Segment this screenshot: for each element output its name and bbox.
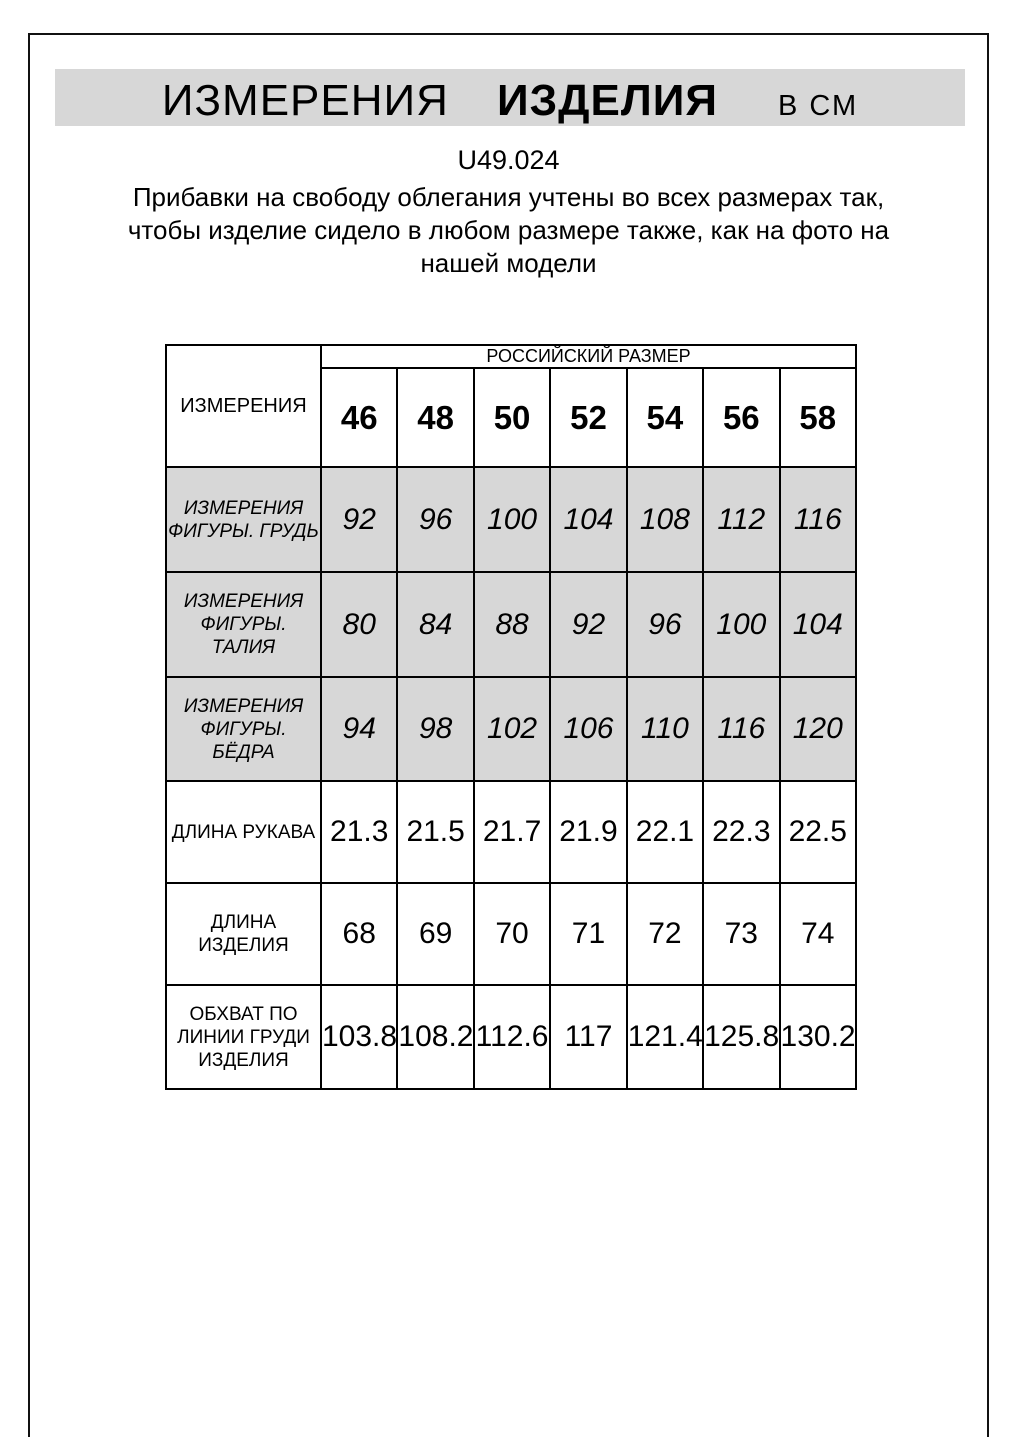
value-cell: 73 xyxy=(703,883,779,985)
title-unit-cm: В СМ xyxy=(777,90,859,122)
row-label xyxy=(166,467,321,572)
value-cell: 96 xyxy=(627,572,703,677)
size-header-cell: 52 xyxy=(550,368,626,467)
value-cell: 71 xyxy=(550,883,626,985)
value-cell: 106 xyxy=(550,677,626,781)
row-label xyxy=(166,883,321,985)
corner-label-cell: ИЗМЕРЕНИЯ xyxy=(166,345,321,467)
value-cell: 120 xyxy=(780,677,856,781)
row-label-line: ДЛИНА ИЗДЕЛИЯ xyxy=(198,912,289,956)
value-cell: 98 xyxy=(397,677,473,781)
description-text xyxy=(30,181,987,280)
value-cell: 108.2 xyxy=(397,985,473,1089)
value-cell: 100 xyxy=(474,467,550,572)
table-row xyxy=(166,467,856,572)
value-cell: 21.9 xyxy=(550,781,626,883)
value-cell: 100 xyxy=(703,572,779,677)
table-row xyxy=(166,572,856,677)
row-label xyxy=(166,985,321,1089)
size-header-cell: 48 xyxy=(397,368,473,467)
size-group-header-row xyxy=(166,345,856,368)
value-cell: 22.1 xyxy=(627,781,703,883)
table-row xyxy=(166,677,856,781)
value-cell: 125.8 xyxy=(703,985,779,1089)
value-cell: 92 xyxy=(321,467,397,572)
value-cell: 117 xyxy=(550,985,626,1089)
value-cell: 22.5 xyxy=(780,781,856,883)
table-row xyxy=(166,781,856,883)
title-bar xyxy=(55,69,965,126)
value-cell: 92 xyxy=(550,572,626,677)
value-cell: 121.4 xyxy=(627,985,703,1089)
row-label xyxy=(166,677,321,781)
value-cell: 104 xyxy=(780,572,856,677)
title-measurements: ИЗМЕРЕНИЯ xyxy=(161,76,449,125)
value-cell: 96 xyxy=(397,467,473,572)
value-cell: 130.2 xyxy=(780,985,856,1089)
row-label-line: ИЗМЕРЕНИЯ xyxy=(183,695,304,717)
table-row xyxy=(166,985,856,1089)
table-row xyxy=(166,883,856,985)
value-cell: 22.3 xyxy=(703,781,779,883)
size-header-cell: 58 xyxy=(780,368,856,467)
value-cell: 88 xyxy=(474,572,550,677)
value-cell: 102 xyxy=(474,677,550,781)
value-cell: 72 xyxy=(627,883,703,985)
size-header-cell: 50 xyxy=(474,368,550,467)
description-line-2: чтобы изделие сидело в любом размере также, как на фото на xyxy=(127,215,890,245)
value-cell: 112 xyxy=(703,467,779,572)
row-label xyxy=(166,781,321,883)
value-cell: 103.8 xyxy=(321,985,397,1089)
row-label-line: ЛИНИИ ГРУДИ xyxy=(177,1026,310,1048)
description-line-1: Прибавки на свободу облегания учтены во всех размерах так, xyxy=(132,182,885,212)
row-label-line: ФИГУРЫ. ГРУДЬ xyxy=(168,520,319,542)
page-border-frame xyxy=(28,33,989,1437)
title-product: ИЗДЕЛИЯ xyxy=(496,76,718,125)
row-label-line: ИЗДЕЛИЯ xyxy=(198,1049,289,1071)
value-cell: 68 xyxy=(321,883,397,985)
value-cell: 21.3 xyxy=(321,781,397,883)
size-header-cell: 56 xyxy=(703,368,779,467)
value-cell: 21.5 xyxy=(397,781,473,883)
value-cell: 21.7 xyxy=(474,781,550,883)
row-label-line: ИЗМЕРЕНИЯ xyxy=(183,497,304,519)
value-cell: 94 xyxy=(321,677,397,781)
value-cell: 116 xyxy=(780,467,856,572)
russian-size-header-cell: РОССИЙСКИЙ РАЗМЕР xyxy=(321,345,856,368)
value-cell: 116 xyxy=(703,677,779,781)
value-cell: 108 xyxy=(627,467,703,572)
row-label-line: ИЗМЕРЕНИЯ xyxy=(183,591,304,612)
row-label-line: ДЛИНА РУКАВА xyxy=(171,821,316,843)
value-cell: 112.6 xyxy=(474,985,550,1089)
size-chart-table xyxy=(165,344,857,1090)
value-cell: 110 xyxy=(627,677,703,781)
row-label-line: ФИГУРЫ. БЁДРА xyxy=(200,718,287,763)
size-header-cell: 54 xyxy=(627,368,703,467)
row-label-line: ФИГУРЫ. ТАЛИЯ xyxy=(200,614,287,658)
value-cell: 69 xyxy=(397,883,473,985)
product-code: U49.024 xyxy=(457,145,560,175)
row-label-line: ОБХВАТ ПО xyxy=(189,1003,298,1025)
value-cell: 104 xyxy=(550,467,626,572)
value-cell: 74 xyxy=(780,883,856,985)
value-cell: 70 xyxy=(474,883,550,985)
description-line-3: нашей модели xyxy=(420,248,597,278)
size-header-cell: 46 xyxy=(321,368,397,467)
row-label xyxy=(166,572,321,677)
value-cell: 80 xyxy=(321,572,397,677)
value-cell: 84 xyxy=(397,572,473,677)
